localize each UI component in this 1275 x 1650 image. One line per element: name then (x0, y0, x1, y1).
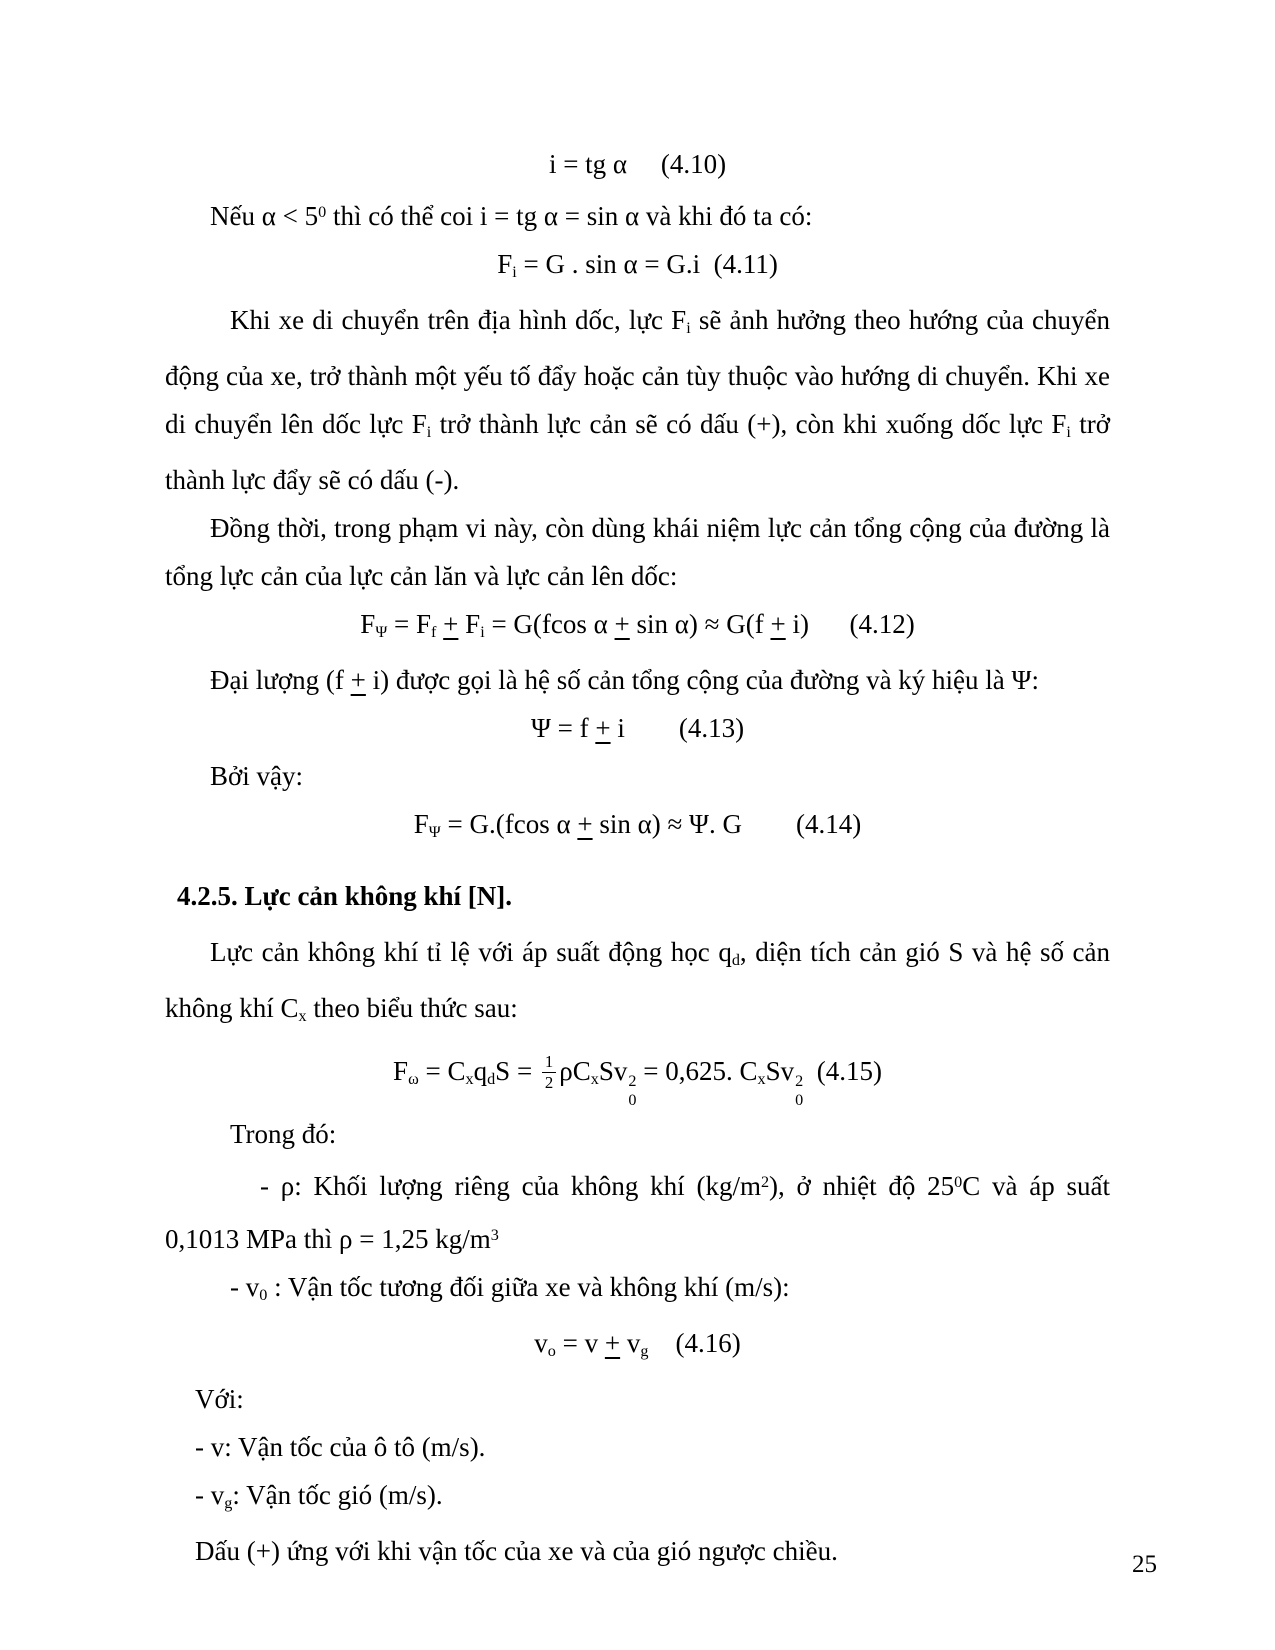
formula-4-14: $F_\Psi = G.(fcos$ α + sin α) ≈ Ψ. G (4.14) (413, 809, 862, 842)
formula-4-10: i = tg α (4.10) (548, 149, 727, 179)
paragraph-trong-do: Trong đó: (230, 1119, 337, 1150)
paragraph-dai-luong: Đại lượng (f + i) được gọi là hệ số cản tổng cộng của đường và ký hiệu là Ψ: (210, 665, 1039, 696)
formula-4-11: $F_i = G$ . sin α = G.i (4.11) (497, 249, 778, 282)
formula-4-13: Ψ = f + i (4.13) (530, 713, 745, 744)
page-number: 25 (1132, 1551, 1157, 1578)
paragraph-v-definition: - v: Vận tốc của ô tô (m/s). (195, 1431, 486, 1462)
paragraph-rho-definition: - ρ: Khối lượng riêng của không khí $(kg/m^2)$, ở nhiệt độ $25^0C$ và áp suất 0,1013 MPa thì ρ = 1,25 $kg/m^3$ (165, 1171, 1110, 1254)
paragraph-v0-definition: - $v_0$ : Vận tốc tương đối giữa xe và không khí (m/s): (230, 1271, 790, 1304)
paragraph-voi: Với: (195, 1383, 244, 1414)
paragraph-boi-vay: Bởi vậy: (210, 761, 304, 792)
paragraph-vg-definition: - $v_g$: Vận tốc gió (m/s). (195, 1479, 443, 1512)
paragraph-luc-can-khong-khi: Lực cản không khí tỉ lệ với áp suất động học $q_d$, diện tích cản gió S và hệ số cản không khí $C_x$ theo biểu thức sau: (165, 937, 1110, 1026)
paragraph-neu-alpha: Nếu $\alpha < 5^0$ thì có thể coi i = tg α = sin α và khi đó ta có: (210, 201, 813, 232)
paragraph-dong-thoi: Đồng thời, trong phạm vi này, còn dùng khái niệm lực cản tổng cộng của đường là tổng lực cản của lực cản lăn và lực cản lên dốc: (165, 513, 1110, 592)
section-heading-4-2-5: 4.2.5. Lực cản không khí [N]. (177, 881, 513, 912)
paragraph-khi-xe-di-chuyen: Khi xe di chuyển trên địa hình dốc, lực $F_i$ sẽ ảnh hưởng theo hướng của chuyển động của xe, trở thành một yếu tố đẩy hoặc cản tùy thuộc vào hướng di chuyển. Khi xe di chuyển lên dốc lực $F_i$ trở thành lực cản sẽ có dấu (+), còn khi xuống dốc lực $F_i$ trở thành lực đẩy sẽ có dấu (-). (165, 305, 1110, 496)
paragraph-dau-cong: Dấu (+) ứng với khi vận tốc của xe và của gió ngược chiều. (195, 1535, 838, 1566)
formula-4-16: $v_o = v + v_g$ (4.16) (534, 1327, 741, 1360)
formula-4-15: $F_\omega = C_xq_dS$ = $\frac{1}{2}$ $\rho C_xSv$ 2 0 = 0,625. $C_xSv$ 2 0 (4.15) (393, 1052, 882, 1110)
formula-4-12: $F_\Psi = F_f + F_i = G(fcos$ α + sin α) ≈ G(f + i) (4.12) (360, 609, 915, 642)
